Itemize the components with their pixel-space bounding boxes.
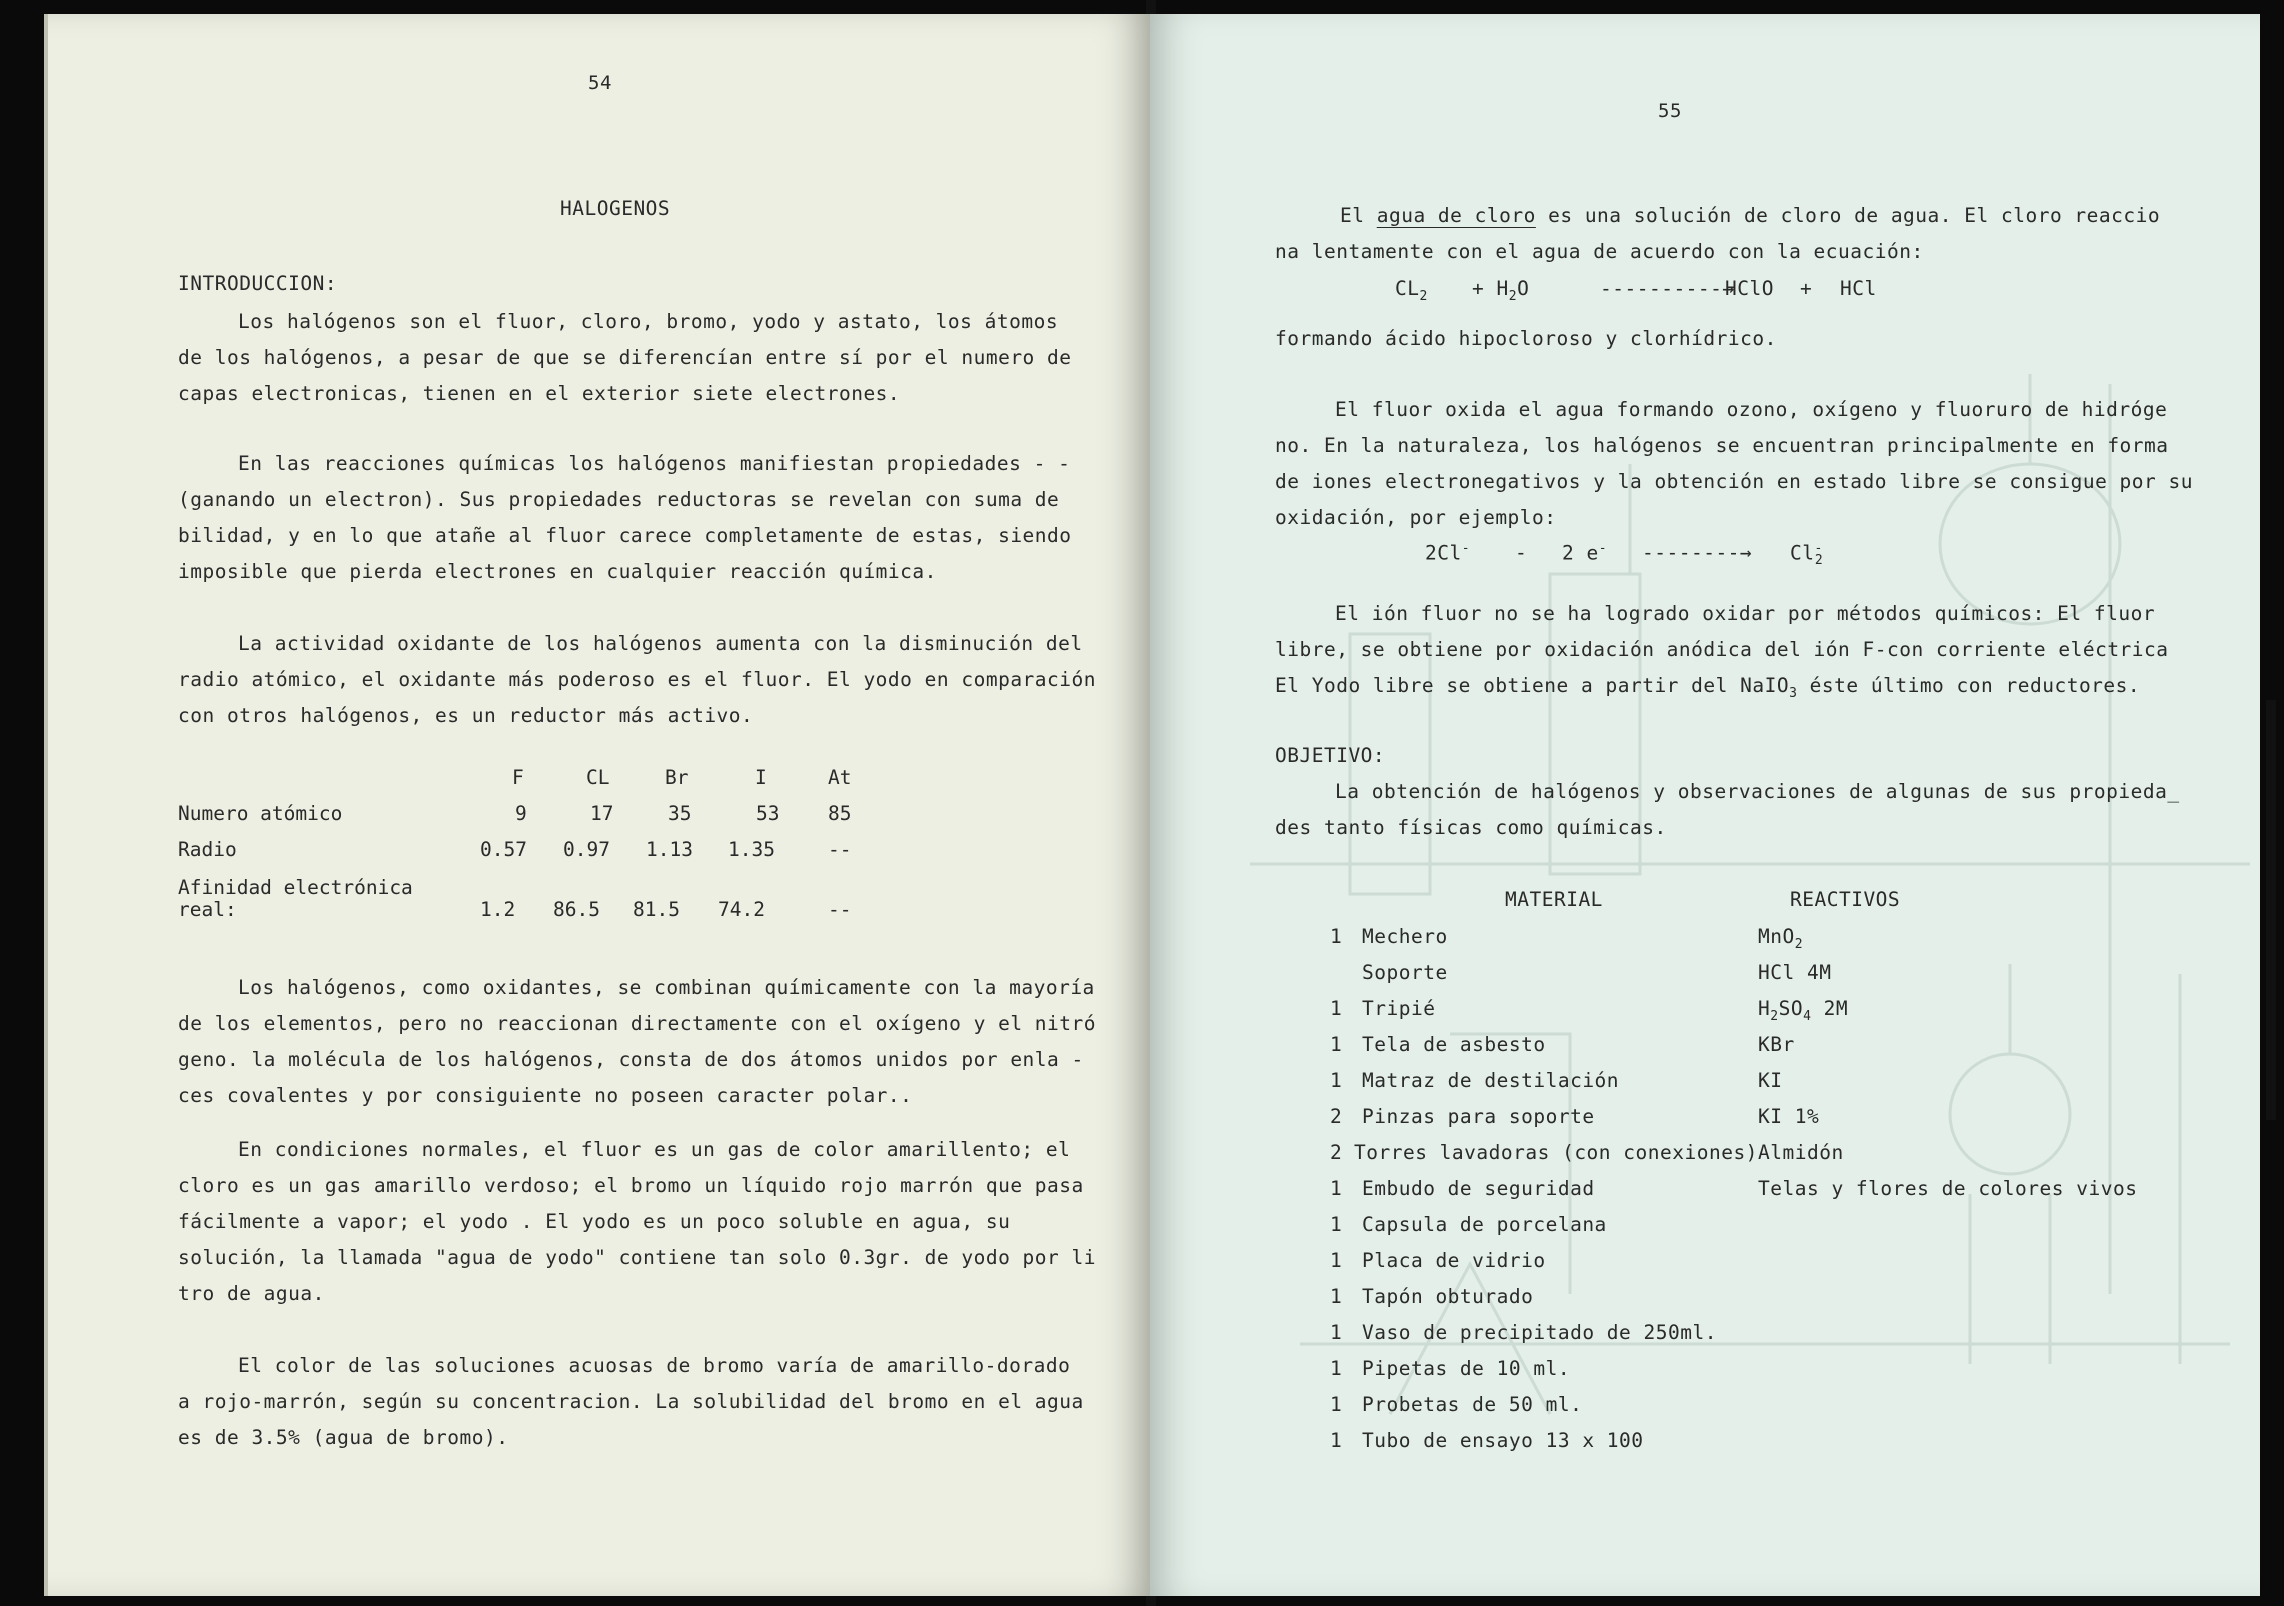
list-item-qty: 1 xyxy=(1330,1213,1343,1236)
text-span: es una solución de cloro de agua. El cloro reaccio xyxy=(1535,204,2161,227)
text-line: La actividad oxidante de los halógenos aumenta con la disminución del xyxy=(238,632,1083,655)
text-span: El Yodo libre se obtiene a partir del NaIO xyxy=(1275,674,1790,697)
table-cell: 53 xyxy=(756,802,780,825)
intro-heading: INTRODUCCION: xyxy=(178,272,338,295)
text-span: El xyxy=(1340,204,1365,227)
list-item-qty: 2 xyxy=(1330,1105,1343,1128)
table-cell: 1.2 xyxy=(480,898,516,921)
list-item xyxy=(1758,925,1803,952)
list-item-qty: 1 xyxy=(1330,1285,1343,1308)
text-line: Los halógenos son el fluor, cloro, bromo, yodo y astato, los átomos xyxy=(238,310,1059,333)
text-line xyxy=(1340,204,2160,227)
equation-term xyxy=(1472,277,1529,304)
eq-sub: 2 xyxy=(1814,553,1824,569)
list-item xyxy=(1758,997,1848,1024)
text-line: En las reacciones químicas los halógenos manifiestan propiedades - - xyxy=(238,452,1071,475)
list-item-qty: 1 xyxy=(1330,997,1343,1020)
list-item: Tubo de ensayo 13 x 100 xyxy=(1362,1429,1644,1452)
eq-text: 2 e xyxy=(1562,541,1599,565)
list-item: KBr xyxy=(1758,1033,1795,1056)
list-item: KI xyxy=(1758,1069,1783,1092)
list-item: Almidón xyxy=(1758,1141,1844,1164)
table-row-label: real: xyxy=(178,898,237,921)
page-number: 54 xyxy=(588,72,612,94)
text-line xyxy=(1275,674,2140,701)
table-row-label: Numero atómico xyxy=(178,802,343,825)
text-line: libre, se obtiene por oxidación anódica del ión F-con corriente eléctrica xyxy=(1275,638,2169,661)
table-cell: 86.5 xyxy=(553,898,600,921)
list-item: Soporte xyxy=(1362,961,1448,984)
text-line: El ión fluor no se ha logrado oxidar por métodos químicos: El fluor xyxy=(1335,602,2156,625)
underlined-term: agua de cloro xyxy=(1376,204,1536,227)
text-line: no. En la naturaleza, los halógenos se encuentran principalmente en forma xyxy=(1275,434,2169,457)
text-span: éste último con reductores. xyxy=(1797,674,2141,697)
text-line: es de 3.5% (agua de bromo). xyxy=(178,1426,509,1449)
list-item: Pipetas de 10 ml. xyxy=(1362,1357,1571,1380)
table-row-label: Afinidad electrónica xyxy=(178,876,413,899)
text-line: formando ácido hipocloroso y clorhídrico. xyxy=(1275,327,1777,350)
text-line: na lentamente con el agua de acuerdo con la ecuación: xyxy=(1275,240,1924,263)
table-cell: 0.57 xyxy=(480,838,527,861)
list-item: Mechero xyxy=(1362,925,1448,948)
eq-sub: 2 xyxy=(1770,1008,1779,1024)
material-header: MATERIAL xyxy=(1505,888,1603,911)
text-line: solución, la llamada "agua de yodo" contiene tan solo 0.3gr. de yodo por li xyxy=(178,1246,1096,1269)
table-cell: 85 xyxy=(828,802,852,825)
text-line: oxidación, por ejemplo: xyxy=(1275,506,1557,529)
table-cell: 17 xyxy=(590,802,614,825)
left-page xyxy=(44,14,1150,1596)
eq-text: + H xyxy=(1472,277,1509,300)
list-item: Embudo de seguridad xyxy=(1362,1177,1595,1200)
objetivo-heading: OBJETIVO: xyxy=(1275,744,1386,767)
eq-sup: - xyxy=(1814,541,1823,556)
list-item: KI 1% xyxy=(1758,1105,1820,1128)
table-cell: 0.97 xyxy=(563,838,610,861)
text-line: de iones electronegativos y la obtención en estado libre se consigue por su xyxy=(1275,470,2193,493)
eq-text: Cl xyxy=(1790,541,1815,565)
equation-term xyxy=(1425,541,1470,565)
list-item-qty: 1 xyxy=(1330,1357,1343,1380)
text-span: SO xyxy=(1778,997,1804,1020)
text-line: tro de agua. xyxy=(178,1282,325,1305)
equation-term: - xyxy=(1515,541,1528,564)
page-edge-mark xyxy=(2266,700,2276,1120)
equation-term: HCl xyxy=(1840,277,1877,300)
text-line: La obtención de halógenos y observaciones de algunas de sus propieda_ xyxy=(1335,780,2180,803)
text-line: En condiciones normales, el fluor es un gas de color amarillento; el xyxy=(238,1138,1071,1161)
table-header: F xyxy=(512,766,524,789)
table-cell: 74.2 xyxy=(718,898,765,921)
list-item: Tela de asbesto xyxy=(1362,1033,1546,1056)
table-header: I xyxy=(755,766,767,789)
table-cell: -- xyxy=(828,838,852,861)
table-cell: 9 xyxy=(515,802,527,825)
text-line: de los elementos, pero no reaccionan directamente con el oxígeno y el nitró xyxy=(178,1012,1096,1035)
list-item: Placa de vidrio xyxy=(1362,1249,1546,1272)
text-line: radio atómico, el oxidante más poderoso es el fluor. El yodo en comparación xyxy=(178,668,1096,691)
list-item: Tripié xyxy=(1362,997,1436,1020)
right-page xyxy=(1150,14,2260,1596)
reactivos-header: REACTIVOS xyxy=(1790,888,1901,911)
equation-term: + xyxy=(1800,277,1813,300)
list-item-qty: 1 xyxy=(1330,1033,1343,1056)
equation-term: HClO xyxy=(1725,277,1774,300)
list-item: Probetas de 50 ml. xyxy=(1362,1393,1583,1416)
list-item-qty: 1 xyxy=(1330,1429,1343,1452)
text-line: El fluor oxida el agua formando ozono, oxígeno y fluoruro de hidróge xyxy=(1335,398,2168,421)
table-cell: 1.13 xyxy=(646,838,693,861)
list-item-qty: 1 xyxy=(1330,1249,1343,1272)
text-span: MnO xyxy=(1758,925,1795,948)
eq-sub: 4 xyxy=(1803,1008,1812,1024)
text-line: El color de las soluciones acuosas de bromo varía de amarillo-dorado xyxy=(238,1354,1071,1377)
list-item: Capsula de porcelana xyxy=(1362,1213,1607,1236)
text-line: (ganando un electron). Sus propiedades reductoras se revelan con suma de xyxy=(178,488,1060,511)
list-item-qty: 1 xyxy=(1330,1069,1343,1092)
eq-sub: 2 xyxy=(1508,288,1518,304)
equation-term xyxy=(1395,277,1428,304)
text-line: a rojo-marrón, según su concentracion. La solubilidad del bromo en el agua xyxy=(178,1390,1084,1413)
text-line: capas electronicas, tienen en el exterior siete electrones. xyxy=(178,382,901,405)
text-span: H xyxy=(1758,997,1771,1020)
list-item: Vaso de precipitado de 250ml. xyxy=(1362,1321,1717,1344)
table-cell: -- xyxy=(828,898,852,921)
reaction-arrow: --------→ xyxy=(1642,541,1753,564)
text-line: cloro es un gas amarillo verdoso; el bromo un líquido rojo marrón que pasa xyxy=(178,1174,1084,1197)
list-item-qty: 2 xyxy=(1330,1141,1343,1164)
eq-text: O xyxy=(1517,277,1530,300)
eq-sub: 2 xyxy=(1419,288,1428,304)
list-item-qty: 1 xyxy=(1330,1393,1343,1416)
table-header: CL xyxy=(586,766,610,789)
text-line: fácilmente a vapor; el yodo . El yodo es un poco soluble en agua, su xyxy=(178,1210,1011,1233)
list-item: Torres lavadoras (con conexiones) xyxy=(1354,1141,1758,1164)
list-item: HCl 4M xyxy=(1758,961,1832,984)
equation-term xyxy=(1790,541,1823,568)
list-item-qty: 1 xyxy=(1330,925,1343,948)
list-item: Matraz de destilación xyxy=(1362,1069,1620,1092)
text-line: geno. la molécula de los halógenos, consta de dos átomos unidos por enla - xyxy=(178,1048,1084,1071)
table-row-label: Radio xyxy=(178,838,237,861)
text-line: de los halógenos, a pesar de que se diferencían entre sí por el numero de xyxy=(178,346,1072,369)
equation-term xyxy=(1562,541,1607,565)
eq-text: CL xyxy=(1395,277,1420,300)
eq-sub: 2 xyxy=(1794,936,1804,952)
text-line: bilidad, y en lo que atañe al fluor carece completamente de estas, siendo xyxy=(178,524,1072,547)
table-cell: 1.35 xyxy=(728,838,775,861)
text-span: 2M xyxy=(1811,997,1849,1020)
text-line: ces covalentes y por consiguiente no poseen caracter polar.. xyxy=(178,1084,913,1107)
eq-sup: - xyxy=(1598,541,1608,556)
list-item: Tapón obturado xyxy=(1362,1285,1534,1308)
page-number: 55 xyxy=(1658,100,1682,122)
eq-sup: - xyxy=(1461,541,1471,556)
list-item-qty: 1 xyxy=(1330,1177,1343,1200)
table-cell: 35 xyxy=(668,802,692,825)
table-header: Br xyxy=(665,766,689,789)
reaction-arrow: ----------→ xyxy=(1600,277,1735,300)
table-cell: 81.5 xyxy=(633,898,680,921)
eq-sub: 3 xyxy=(1789,685,1798,701)
list-item-qty: 1 xyxy=(1330,1321,1343,1344)
text-line: Los halógenos, como oxidantes, se combinan químicamente con la mayoría xyxy=(238,976,1095,999)
eq-text: 2Cl xyxy=(1425,541,1462,565)
page-title: HALOGENOS xyxy=(560,197,671,220)
text-line: imposible que pierda electrones en cualquier reacción química. xyxy=(178,560,937,583)
text-line: con otros halógenos, es un reductor más activo. xyxy=(178,704,754,727)
table-header: At xyxy=(828,766,852,789)
text-line: des tanto físicas como químicas. xyxy=(1275,816,1667,839)
list-item: Pinzas para soporte xyxy=(1362,1105,1595,1128)
list-item: Telas y flores de colores vivos xyxy=(1758,1177,2138,1200)
